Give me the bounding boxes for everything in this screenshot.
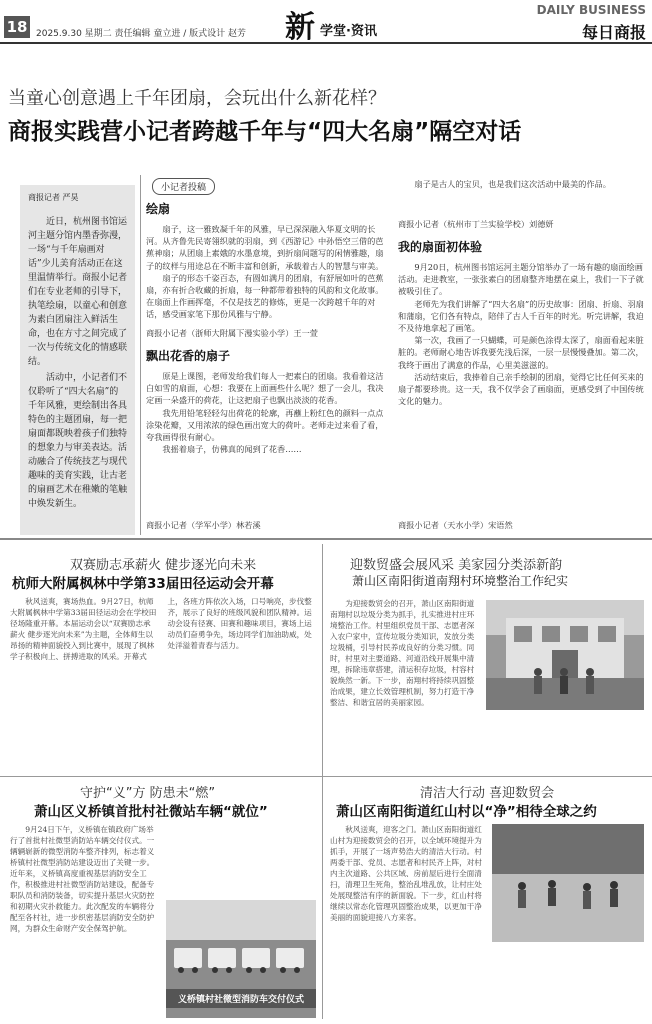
section-divider	[0, 776, 652, 777]
article-paragraph: 扇子，这一雅致凝千年的风雅，早已深深融入华夏文明的长河。从齐鲁先民寄翎织就的羽扇，到《西游记》中孙悟空三借的芭蕉神扇；从团扇上素娥的水墨意境，到折扇间题写的闲情雅趣，扇子的纹样与用途总在不断丰富和创新，承载着古人的智慧与审美。	[146, 224, 384, 271]
sidebar-paragraph: 活动中，小记者们不仅聆听了“四大名扇”的千年风雅，更绘制出各具特色的主题团扇，每一把扇面都既映着孩子们独特的想象力与审美表达。活动融合了传统技艺与现代趣味的美育实践，让古老的扇画艺术在稚嫩的笔触中焕发新生。	[28, 373, 128, 509]
section-divider	[0, 538, 652, 540]
article-paragraph	[146, 321, 390, 323]
article-byline: 商报小记者（天水小学）宋语然	[398, 520, 513, 530]
column-divider	[322, 544, 323, 1019]
story1-body	[10, 596, 315, 730]
article-paragraph: 原是上课图，老师发给我们每人一把素白的团扇。我看着这洁白如雪的扇面，心想：我要在上面画些什么呢？想了一会儿，我决定画一朵盛开的荷花，让这把扇子也飘出淡淡的花香。	[146, 371, 384, 406]
story4-kicker: 清洁大行动 喜迎数贸会	[420, 786, 555, 801]
cleanup-illustration	[492, 824, 644, 942]
daily-business-label: DAILY BUSINESS	[536, 3, 646, 17]
building-illustration	[486, 600, 644, 710]
page-number: 18	[4, 16, 30, 38]
masthead	[0, 0, 652, 44]
sidebar-paragraph: 近日，杭州图书馆运河主题分馆内墨香弥漫，一场“与千年扇画对话”少儿美育活动正在这里温情举行。商报小记者们在专业老师的引导下，执笔绘扇，以童心和创意为素白团扇注入鲜活生命，也在方寸之间完成了一次与传统文化的情感联结。	[28, 217, 128, 367]
photo-caption: 义桥镇村社微型消防车交付仪式	[166, 989, 316, 1008]
top-headline: 商报实践营小记者跨越千年与“四大名扇”隔空对话	[8, 119, 522, 145]
article-fragrant-fan	[146, 345, 390, 515]
story4-title: 萧山区南阳街道红山村以“净”相待全球之约	[336, 804, 597, 820]
article-first-fan-experience	[398, 236, 644, 515]
article-paragraph: 活动结束后，我捧着自己亲手绘制的团扇，觉得它比任何买来的扇子都要珍贵。这一天，我不仅学会了画扇面，更感受到了中国传统文化的魅力。	[398, 371, 644, 407]
story3-paragraph: 9月24日下午，义桥镇在镇政府广场举行了首批村社微型消防站车辆交付仪式。一辆辆崭新的微型消防车整齐排列，标志着义桥镇村社微型消防站建设迈出了关键一步。近年来，义桥镇高度重视基层消防安全工作，积极推进村社微型消防站建设，配备专职队员和消防装备，切实提升基层火灾防控和初期火灾扑救能力。此次配发的车辆将分配至各村社，进一步织密基层消防安全防护网，为群众生命财产安全保驾护航。	[10, 825, 155, 933]
story2-paragraph: 为迎接数贸会的召开，萧山区南阳街道南翔村以垃圾分类为抓手，扎实推进村庄环境整治工作。村里组织党员干部、志愿者深入农户家中，宣传垃圾分类知识，发放分类垃圾桶，引导村民养成良好的分类习惯。同时，村里对主要道路、河道沿线开展集中清理，拆除违章搭建，清运积存垃圾，村容村貌焕然一新。下一步，南翔村将持续巩固整治成果，建立长效管理机制，努力打造干净整洁、和谐宜居的美丽家园。	[330, 599, 475, 707]
article-paragraph: 我先用铅笔轻轻勾出荷花的轮廓，再蘸上粉红色的颜料一点点涂染花瓣，又用浓浓的绿色画出宽大的荷叶。老师走过来看了看，夸我画得很有耐心。	[146, 407, 384, 443]
article-paragraph: 我摇着扇子，仿佛真的闻到了花香……	[162, 444, 302, 455]
section-logo: 新	[285, 10, 315, 45]
article-paragraph: 第一次，我画了一只蝴蝶，可是颜色涂得太深了，扇面看起来脏脏的。老师耐心地告诉我要先浅后深，一层一层慢慢叠加。第二次，我终于画出了满意的作品，心里美滋滋的。	[398, 335, 644, 370]
article-paragraph: 9月20日，杭州图书馆运河主题分馆举办了一场有趣的扇面绘画活动。走进教室，一张张素白的团扇整齐地摆在桌上，我们一下子就被吸引住了。	[398, 262, 644, 297]
article-title: 飘出花香的扇子	[146, 349, 231, 363]
story2-body-continued	[330, 733, 644, 773]
article-paragraph: 扇子的形态千姿百态，有圆如满月的团扇，有舒展如叶的芭蕉扇，亦有折合收藏的折扇，每一种都带着独特的风韵和文化故事。在扇面上作画挥毫，不仅是技艺的修炼，更是一次跨越千年的对话，感受画家笔下那份风雅与宁静。	[146, 272, 384, 320]
article-byline: 商报小记者（杭州市丁兰实验学校）刘德妍	[398, 219, 554, 229]
column-divider	[140, 175, 141, 535]
story3-title: 萧山区义桥镇首批村社微站车辆“就位”	[34, 804, 268, 820]
story3-kicker: 守护“义”方 防患未“燃”	[80, 786, 216, 801]
story4-paragraph: 秋风送爽，迎客之门。萧山区南阳街道红山村为迎接数贸会的召开，以全域环境提升为抓手，开展了一场声势浩大的清洁大行动。村两委干部、党员、志愿者和村民齐上阵，对村内主次道路、公共区域、房前屋后进行全面清扫，清理卫生死角，整治乱堆乱放，让村庄处处展现整洁有序的新面貌。下一步，红山村将继续以常态化管理巩固整治成果，以更加干净美丽的面貌迎接八方来客。	[330, 825, 482, 922]
story4-body-continued	[492, 946, 644, 1020]
reporter-tag: 小记者投稿	[152, 178, 215, 195]
article-title: 我的扇面初体验	[398, 240, 483, 254]
section-name: 学堂·资讯	[320, 24, 377, 39]
story2-kicker: 迎数贸盛会展风采 美家园分类添新韵	[350, 558, 563, 573]
lead-sidebar	[20, 185, 135, 535]
issue-line: 2025.9.30 星期二 责任编辑 童立进 / 版式设计 赵芳	[36, 29, 247, 39]
article-title: 绘扇	[146, 202, 171, 216]
story1-paragraph: 秋风送爽，赛场热血。9月27日，杭师大附属枫林中学第33届田径运动会在学校田径场隆重开幕。本届运动会以“双赛励志承薪火 健步逐光向未来”为主题，全体师生以昂扬的精神面貌投入到比赛中，展现了枫林学子积极向上、拼搏进取的风采。开幕式上，各班方阵依次入场，口号响亮，步伐整齐，展示了良好的班级风貌和团队精神。运动会设有径赛、田赛和趣味项目，赛场上运动员们奋勇争先，场边同学们加油助威，处处洋溢着青春与活力。	[10, 597, 312, 661]
article-painting-fans	[146, 198, 390, 323]
story4-body	[330, 824, 486, 1020]
article-paragraph: 老师先为我们讲解了“四大名扇”的历史故事：团扇、折扇、羽扇和蒲扇，它们各有特点，陪伴了古人千百年的时光。听完讲解，我迫不及待地拿起了画笔。	[398, 298, 644, 334]
village-cleanup-photo	[492, 824, 644, 942]
story3-body	[10, 824, 160, 1020]
article-byline: 商报小记者（学军小学）林若溪	[146, 520, 261, 530]
article-continued	[398, 178, 644, 216]
newspaper-brand: 每日商报	[581, 23, 646, 42]
village-office-photo	[486, 600, 644, 710]
top-kicker: 当童心创意遇上千年团扇，会玩出什么新花样？	[8, 88, 386, 109]
story2-body	[330, 598, 480, 730]
story1-title: 杭师大附属枫林中学第33届田径运动会开幕	[12, 576, 274, 592]
fire-vehicles-photo	[166, 900, 316, 1018]
article-byline: 商报小记者（浙师大附属下漫实验小学）王一萱	[146, 328, 318, 338]
article-paragraph: 扇子是古人的宝贝，也是我们这次活动中最美的作品。	[414, 179, 611, 189]
story1-kicker: 双赛励志承薪火 健步逐光向未来	[70, 558, 257, 573]
sidebar-byline: 商报记者 严昊	[28, 193, 79, 202]
story2-title: 萧山区南阳街道南翔村环境整治工作纪实	[352, 574, 569, 588]
